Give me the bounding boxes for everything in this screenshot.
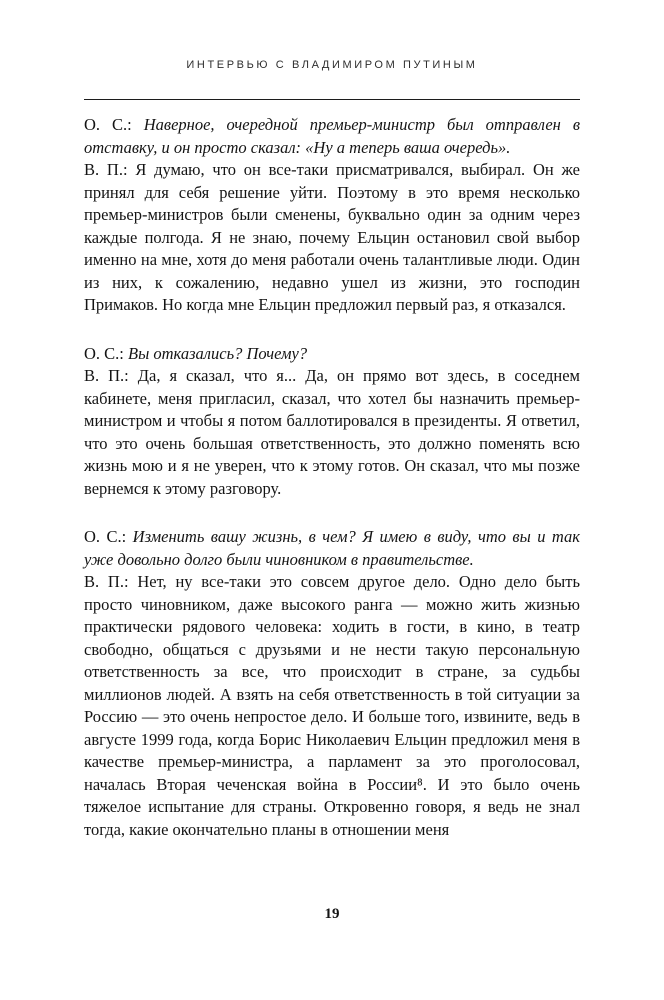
answer-text: Да, я сказал, что я... Да, он прямо вот здесь, в соседнем кабинете, меня пригласил, сказал, что хотел бы назначить премьер-министром и чтобы я потом баллотировался в президенты. Я ответил, что это очень большая ответственность, это должно поменять всю жизнь мою и я не уверен, что к этому готов. Он сказал, что мы позже вернемся к этому разговору. <box>84 366 580 498</box>
speaker-label: О. С.: <box>84 115 132 134</box>
answer-paragraph <box>84 365 580 500</box>
answer-text: Я думаю, что он все-таки присматривался, выбирал. Он же принял для себя решение уйти. Поэтому в это время несколько премьер-министров были сменены, буквально один за одним через каждые полгода. Я не знаю, почему Ельцин остановил свой выбор именно на мне, хотя до меня работали очень талантливые люди. Один из них, к сожалению, недавно ушел из жизни, это господин Примаков. Но когда мне Ельцин предложил первый раз, я отказался. <box>84 160 580 314</box>
speaker-label: О. С.: <box>84 527 127 546</box>
speaker-label: О. С.: <box>84 343 124 363</box>
qa-block-3 <box>84 526 580 841</box>
page-footer <box>0 906 664 923</box>
answer-text: Нет, ну все-таки это совсем другое дело. Одно дело быть просто чиновником, даже высокого ранга — можно жить жизнью практически рядового человека: ходить в гости, в кино, в театр свободно, общаться с друзьями и не нести такую персональную ответственность за все, что происходит в стране, за судьбы миллионов людей. А взять на себя ответственность в той ситуации за Россию — это очень непростое дело. И больше того, извините, ведь в августе 1999 года, когда Борис Николаевич Ельцин предложил меня в качестве премьер-министра, а парламент за это проголосовал, началась Вторая чеченская война в России⁸. И это было очень тяжелое испытание для страны. Откровенно говоря, я ведь не знал тогда, какие окончательно планы в отношении меня <box>84 572 580 839</box>
speaker-label: В. П.: <box>84 572 129 591</box>
question-paragraph <box>84 114 580 159</box>
qa-block-1 <box>84 114 580 317</box>
question-paragraph <box>84 526 580 571</box>
running-header-title: ИНТЕРВЬЮ С ВЛАДИМИРОМ ПУТИНЫМ <box>186 59 478 71</box>
header-divider <box>84 99 580 100</box>
page-number: 19 <box>324 906 340 922</box>
running-header <box>0 59 664 71</box>
question-text: Наверное, очередной премьер-министр был отправлен в отставку, и он просто сказал: «Ну а теперь ваша очередь». <box>84 115 580 157</box>
speaker-label: В. П.: <box>84 160 128 179</box>
answer-paragraph <box>84 571 580 841</box>
page-body <box>84 114 580 841</box>
question-text: Изменить вашу жизнь, в чем? Я имею в виду, что вы и так уже довольно долго были чиновником в правительстве. <box>84 527 581 569</box>
answer-paragraph <box>84 159 580 317</box>
question-text: Вы отказались? Почему? <box>128 343 308 363</box>
speaker-label: В. П.: <box>84 366 129 385</box>
question-paragraph <box>84 343 580 366</box>
qa-block-2 <box>84 343 580 501</box>
